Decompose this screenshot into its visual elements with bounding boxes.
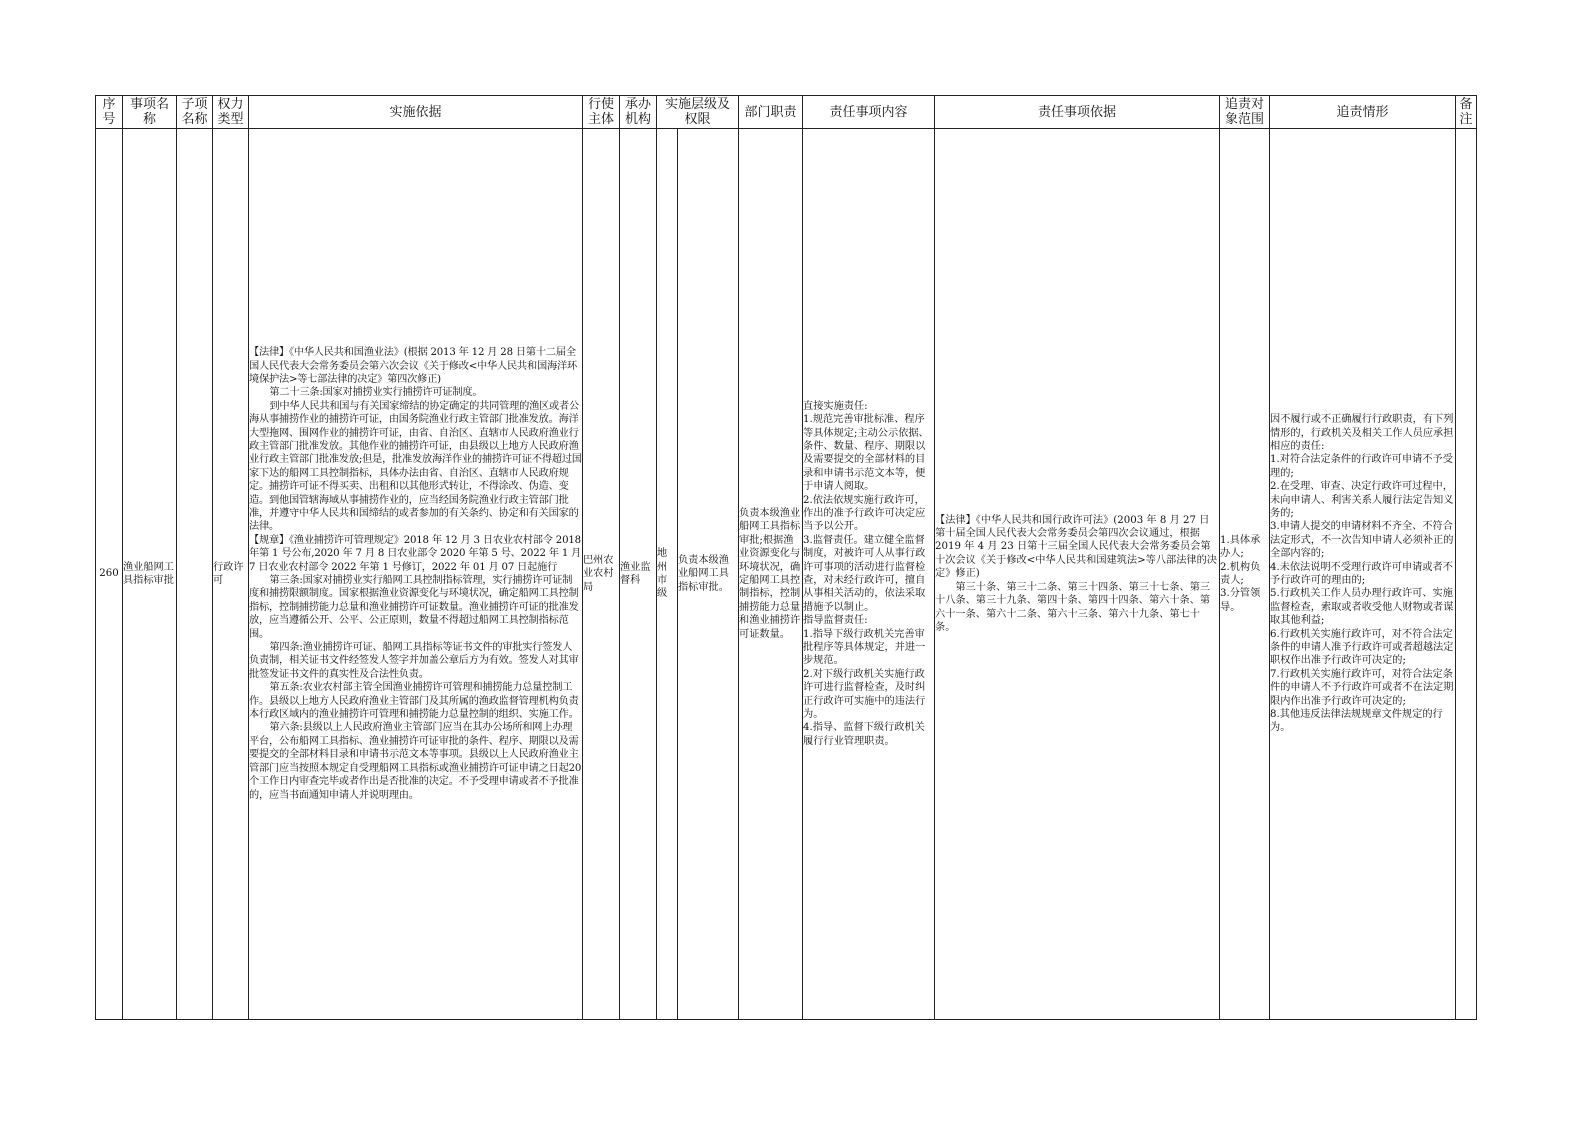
scope-line: 3.分管领导。 bbox=[1220, 588, 1261, 613]
header-row bbox=[96, 96, 1477, 129]
header-remark: 备 注 bbox=[1456, 96, 1477, 129]
cell-duty: 负责本级渔业船网工具指标审批;根据渔业资源变化与环境状况，确定船网工具控制指标，控制捕捞能力总量和渔业捕捞许可证数量。 bbox=[739, 129, 803, 1020]
resp-basis-para: 【法律】《中华人民共和国行政许可法》(2003 年 8 月 27 日第十届全国人民代表大会常务委员会第四次会议通过，根据 2019 年 4 月 23 日第十三届全国人民代表大会常务委员会第十次会议《关于修改<中华人民共和国建筑法>等八部法律的决定》修正) bbox=[935, 514, 1217, 580]
header-subject: 行使 主体 bbox=[583, 96, 620, 129]
resp-content-line: 2.依法依规实施行政许可，作出的准予行政许可决定应当予以公开。 bbox=[803, 494, 926, 533]
cell-power-type: 行政许可 bbox=[213, 129, 249, 1020]
basis-para: 【法律】《中华人民共和国渔业法》(根据 2013 年 12 月 28 日第十二届全国人民代表大会常务委员会第六次会议《关于修改<中华人民共和国海洋环境保护法>等七部法律的决定》第四次修正) bbox=[249, 347, 577, 385]
header-sub-item: 子项 名称 bbox=[177, 96, 213, 129]
cell-basis bbox=[249, 129, 583, 1020]
header-no: 序 号 bbox=[96, 96, 123, 129]
resp-content-line: 3.监督责任。建立健全监督制度，对被许可人从事行政许可事项的活动进行监督检查，对未经行政许可，擅自从事相关活动的，依法采取措施予以制止。 bbox=[803, 534, 926, 613]
resp-content-line: 1.规范完善审批标准、程序等具体规定;主动公示依据、条件、数量、程序、期限以及需要提交的全部材料的目录和申请书示范文本等，便于申请人阅取。 bbox=[803, 414, 929, 493]
cell-situation bbox=[1270, 129, 1456, 1020]
cell-no: 260 bbox=[96, 129, 123, 1020]
basis-para: 第三条:国家对捕捞业实行船网工具控制指标管理，实行捕捞许可证制度和捕捞限额制度。国家根据渔业资源变化与环境状况，确定船网工具控制指标，控制捕捞能力总量和渔业捕捞许可证数量。渔业捕捞许可证的批准发放，应当遵循公开、公平、公正原则，数量不得超过船网工具控制指标范围。 bbox=[249, 575, 579, 640]
scope-line: 2.机构负责人; bbox=[1220, 561, 1261, 586]
resp-content-line: 2.对下级行政机关实施行政许可进行监督检查，及时纠正行政许可实施中的违法行为。 bbox=[803, 668, 926, 721]
situation-line: 因不履行或不正确履行行政职责，有下列情形的，行政机关及相关工作人员应承担相应的责任: bbox=[1270, 414, 1454, 452]
basis-para: 【规章】《渔业捕捞许可管理规定》2018 年 12 月 3 日农业农村部令 2018 年第 1 号公布,2020 年 7 月 8 日农业部令 2020 年第 5 号、2022 年 1 月 7 日农业农村部令 2022 年第 1 号修订，2022 年 01 月 07 日起施行 bbox=[249, 534, 582, 573]
resp-basis-para: 第三十条、第三十二条、第三十四条、第三十七条、第三十八条、第三十九条、第四十条、第四十四条、第六十条、第六十一条、第六十二条、第六十三条、第六十九条、第七十条。 bbox=[935, 581, 1211, 633]
header-duty: 部门职责 bbox=[739, 96, 803, 129]
basis-para: 第四条:渔业捕捞许可证、船网工具指标等证书文件的审批实行签发人负责制，相关证书文件经签发人签字并加盖公章后方为有效。签发人对其审批签发证书文件的真实性及合法性负责。 bbox=[249, 642, 579, 680]
cell-sub-item bbox=[177, 129, 213, 1020]
cell-resp-content bbox=[803, 129, 935, 1020]
header-resp-content: 责任事项内容 bbox=[803, 96, 935, 129]
cell-level-a: 地州市级 bbox=[657, 129, 678, 1020]
situation-line: 3.申请人提交的申请材料不齐全、不符合法定形式，不一次告知申请人必须补正的全部内容的; bbox=[1270, 521, 1454, 560]
situation-line: 6.行政机关实施行政许可，对不符合法定条件的申请人准予行政许可或者超越法定职权作出准予行政许可决定的; bbox=[1270, 628, 1454, 667]
power-list-table bbox=[95, 95, 1477, 1020]
cell-remark bbox=[1456, 129, 1477, 1020]
cell-agency: 渔业监督科 bbox=[620, 129, 657, 1020]
cell-scope bbox=[1220, 129, 1270, 1020]
situation-line: 8.其他违反法律法规规章文件规定的行为。 bbox=[1270, 709, 1443, 734]
situation-line: 7.行政机关实施行政许可，对符合法定条件的申请人不予行政许可或者不在法定期限内作出准予行政许可决定的; bbox=[1270, 668, 1454, 707]
table-row bbox=[96, 129, 1477, 1020]
header-agency: 承办 机构 bbox=[620, 96, 657, 129]
basis-para: 到中华人民共和国与有关国家缔结的协定确定的共同管理的渔区或者公海从事捕捞作业的捕捞许可证，由国务院渔业行政主管部门批准发放。海洋大型拖网、围网作业的捕捞许可证，由省、自治区、直辖市人民政府渔业行政主管部门批准发放。其他作业的捕捞许可证，由县级以上地方人民政府渔业行政主管部门批准发放;但是，批准发放海洋作业的捕捞许可证不得超过国家下达的船网工具控制指标，具体办法由省、自治区、直辖市人民政府规定。捕捞许可证不得买卖、出租和以其他形式转让，不得涂改、伪造、变造。到他国管辖海域从事捕捞作业的，应当经国务院渔业行政主管部门批准，并遵守中华人民共和国缔结的或者参加的有关条约、协定和有关国家的法律。 bbox=[249, 400, 582, 533]
header-level: 实施层级及 权限 bbox=[657, 96, 739, 129]
situation-line: 1.对符合法定条件的行政许可申请不予受理的; bbox=[1270, 454, 1453, 479]
situation-line: 5.行政机关工作人员办理行政许可、实施监督检查，索取或者收受他人财物或者谋取其他利益; bbox=[1270, 588, 1454, 627]
resp-content-line: 直接实施责任: bbox=[803, 400, 868, 412]
situation-line: 2.在受理、审查、决定行政许可过程中，未向申请人、利害关系人履行法定告知义务的; bbox=[1270, 481, 1454, 519]
resp-content-line: 1.指导下级行政机关完善审批程序等具体规定，并进一步规范。 bbox=[803, 628, 926, 667]
cell-item-name: 渔业船网工具指标审批 bbox=[123, 129, 177, 1020]
header-scope: 追责对 象范围 bbox=[1220, 96, 1270, 129]
resp-content-line: 4.指导、监督下级行政机关履行行业管理职责。 bbox=[803, 722, 925, 747]
cell-level-b: 负责本级渔业船网工具指标审批。 bbox=[678, 129, 739, 1020]
basis-para: 第五条:农业农村部主管全国渔业捕捞许可管理和捕捞能力总量控制工作。县级以上地方人民政府渔业主管部门及其所属的渔政监督管理机构负责本行政区域内的渔业捕捞许可管理和捕捞能力总量控制的组织、实施工作。 bbox=[249, 682, 579, 721]
header-resp-basis: 责任事项依据 bbox=[935, 96, 1220, 129]
situation-line: 4.未依法说明不受理行政许可申请或者不予行政许可的理由的; bbox=[1270, 561, 1453, 586]
header-item-name: 事项名 称 bbox=[123, 96, 177, 129]
basis-para: 第二十三条:国家对捕捞业实行捕捞许可证制度。 bbox=[269, 387, 483, 399]
header-power-type: 权力 类型 bbox=[213, 96, 249, 129]
basis-para: 第六条:县级以上人民政府渔业主管部门应当在其办公场所和网上办理平台，公布船网工具指标、渔业捕捞许可证审批的条件、程序、期限以及需要提交的全部材料目录和申请书示范文本等事项。县级以上人民政府渔业主管部门应当按照本规定自受理船网工具指标或渔业捕捞许可证申请之日起20个工作日内审查完毕或者作出是否批准的决定。不予受理申请或者不予批准的，应当书面通知申请人并说明理由。 bbox=[249, 722, 582, 801]
resp-content-line: 指导监督责任: bbox=[803, 615, 868, 627]
cell-resp-basis bbox=[935, 129, 1220, 1020]
header-situation: 追责情形 bbox=[1270, 96, 1456, 129]
header-basis: 实施依据 bbox=[249, 96, 583, 129]
scope-line: 1.具体承办人; bbox=[1220, 534, 1261, 560]
cell-subject: 巴州农业农村局 bbox=[583, 129, 620, 1020]
